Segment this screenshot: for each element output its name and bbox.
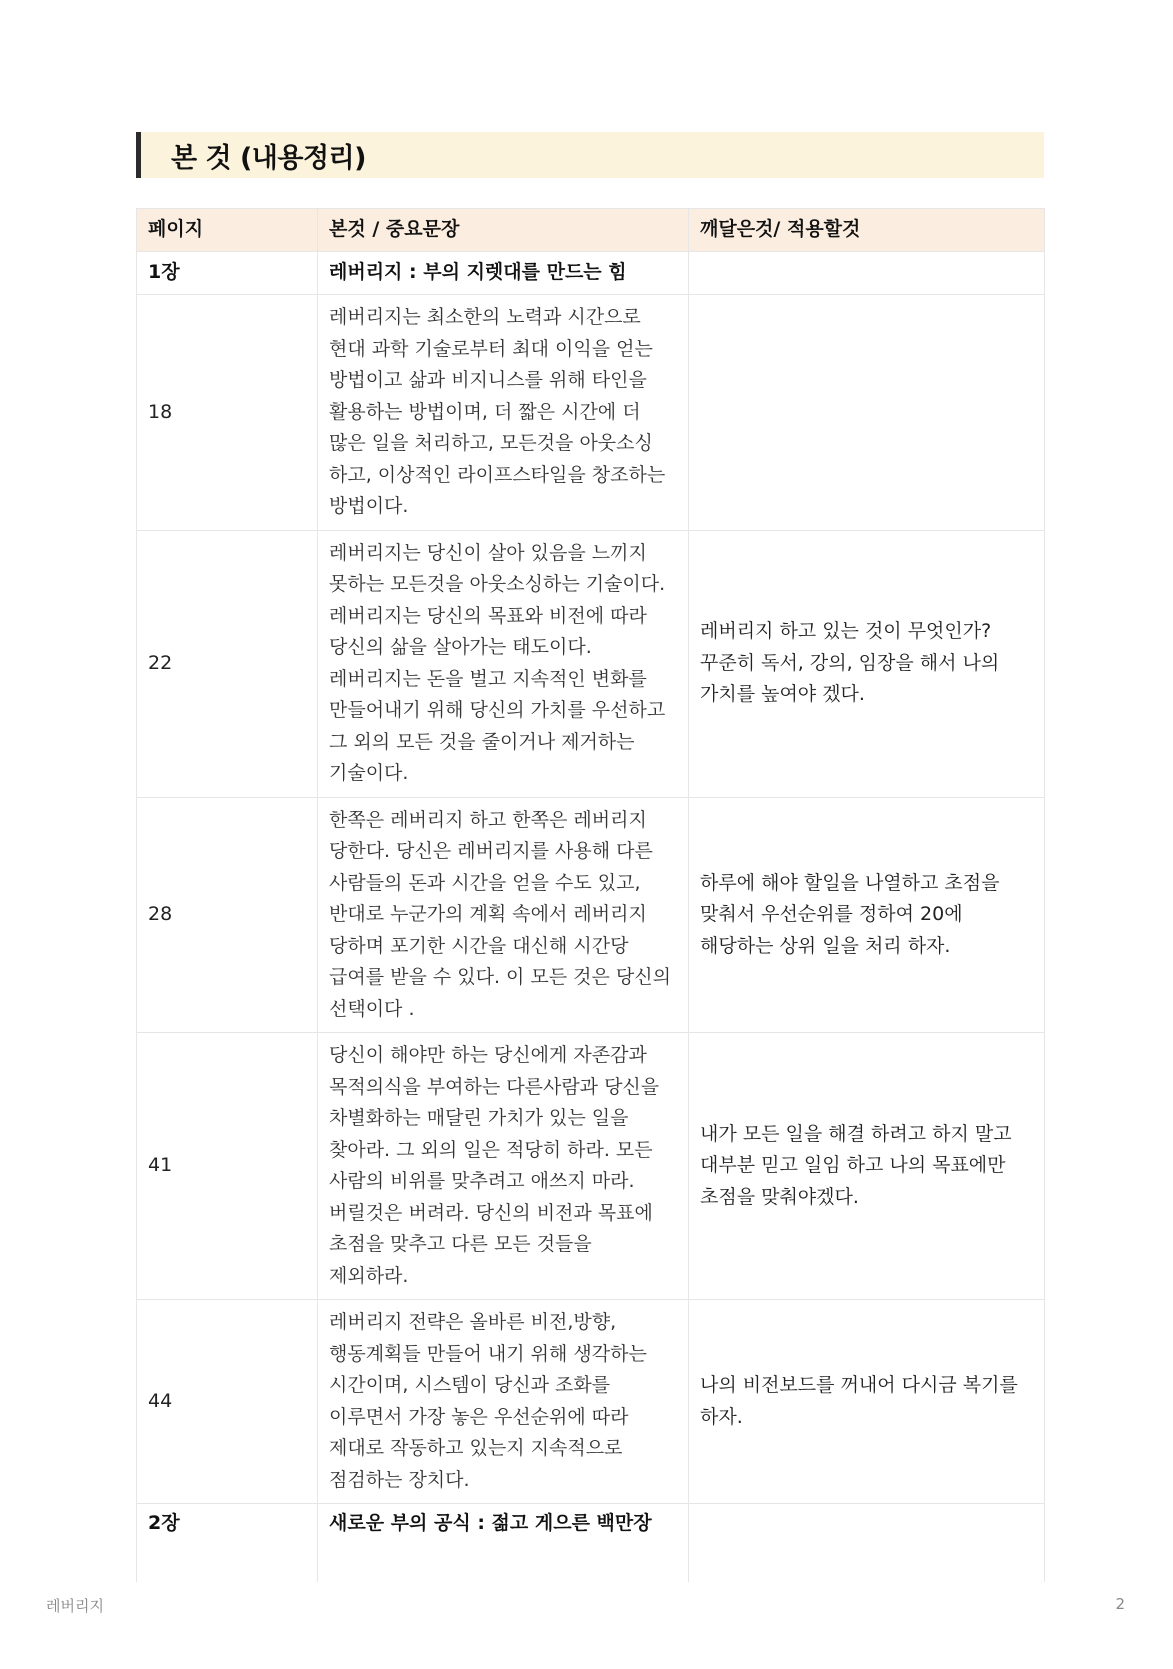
row-page: 2장 — [137, 1504, 318, 1583]
footer-doc-name: 레버리지 — [46, 1597, 104, 1615]
table-row — [137, 797, 1045, 1033]
chapter-row — [137, 252, 1045, 295]
row-insight: 나의 비전보드를 꺼내어 다시금 복기를 하자. — [689, 1300, 1045, 1504]
row-content: 레버리지 : 부의 지렛대를 만드는 힘 — [318, 252, 689, 295]
row-content: 새로운 부의 공식 : 젊고 게으른 백만장 — [318, 1504, 689, 1583]
row-page: 44 — [137, 1300, 318, 1504]
row-page: 18 — [137, 295, 318, 531]
row-page: 1장 — [137, 252, 318, 295]
table-row — [137, 530, 1045, 797]
row-content: 당신이 해야만 하는 당신에게 자존감과 목적의식을 부여하는 다른사람과 당신을 차별화하는 매달린 가치가 있는 일을 찾아라. 그 외의 일은 적당히 하라. 모든 사람의 비위를 맞추려고 애쓰지 마라. 버릴것은 버려라. 당신의 비전과 목표에 초점을 맞추고 다른 모든 것들을 제외하라. — [318, 1033, 689, 1300]
row-insight: 하루에 해야 할일을 나열하고 초점을 맞춰서 우선순위를 정하여 20에 해당하는 상위 일을 처리 하자. — [689, 797, 1045, 1033]
row-page: 28 — [137, 797, 318, 1033]
row-insight — [689, 295, 1045, 531]
row-content: 레버리지 전략은 올바른 비전,방향,행동계획들 만들어 내기 위해 생각하는 시간이며, 시스템이 당신과 조화를 이루면서 가장 놓은 우선순위에 따라 제대로 작동하고 있는지 지속적으로 점검하는 장치다. — [318, 1300, 689, 1504]
row-insight — [689, 252, 1045, 295]
table-row — [137, 1033, 1045, 1300]
table-row — [137, 1300, 1045, 1504]
row-insight: 내가 모든 일을 해결 하려고 하지 말고 대부분 믿고 일임 하고 나의 목표에만 초점을 맞춰야겠다. — [689, 1033, 1045, 1300]
chapter-row — [137, 1504, 1045, 1583]
row-content: 레버리지는 최소한의 노력과 시간으로 현대 과학 기술로부터 최대 이익을 얻는 방법이고 삶과 비지니스를 위해 타인을 활용하는 방법이며, 더 짧은 시간에 더 많은 일을 처리하고, 모든것을 아웃소싱 하고, 이상적인 라이프스타일을 창조하는 방법이다. — [318, 295, 689, 531]
row-page: 22 — [137, 530, 318, 797]
row-page: 41 — [137, 1033, 318, 1300]
footer-page-number: 2 — [1115, 1595, 1125, 1613]
row-content: 레버리지는 당신이 살아 있음을 느끼지 못하는 모든것을 아웃소싱하는 기술이다. 레버리지는 당신의 목표와 비전에 따라 당신의 삶을 살아가는 태도이다. 레버리지는 돈을 벌고 지속적인 변화를 만들어내기 위해 당신의 가치를 우선하고 그 외의 모든 것을 줄이거나 제거하는 기술이다. — [318, 530, 689, 797]
table-row — [137, 295, 1045, 531]
table-header-row — [137, 209, 1045, 252]
row-content: 한쪽은 레버리지 하고 한쪽은 레버리지 당한다. 당신은 레버리지를 사용해 다른 사람들의 돈과 시간을 얻을 수도 있고, 반대로 누군가의 계획 속에서 레버리지 당하며 포기한 시간을 대신해 시간당 급여를 받을 수 있다. 이 모든 것은 당신의 선택이다 . — [318, 797, 689, 1033]
row-insight: 레버리지 하고 있는 것이 무엇인가? 꾸준히 독서, 강의, 임장을 해서 나의 가치를 높여야 겠다. — [689, 530, 1045, 797]
header-insight: 깨달은것/ 적용할것 — [689, 209, 1045, 252]
header-page: 페이지 — [137, 209, 318, 252]
section-header — [136, 132, 1044, 178]
row-insight — [689, 1504, 1045, 1583]
reading-notes-table — [136, 208, 1045, 1582]
header-content: 본것 / 중요문장 — [318, 209, 689, 252]
section-title: 본 것 (내용정리) — [171, 142, 366, 174]
